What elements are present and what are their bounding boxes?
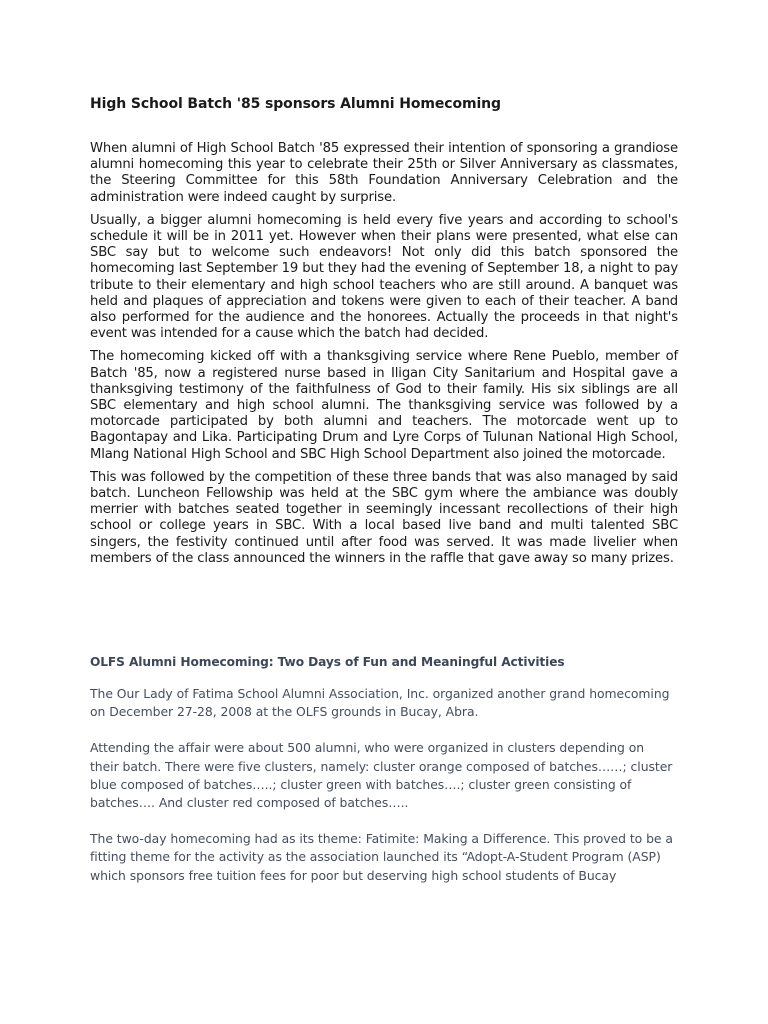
article-paragraph: The two-day homecoming had as its theme: Fatimite: Making a Difference. This proved to be a fitting theme for the activity as the association launched its “Adopt-A-Student Program (ASP) which sponsors free tuition fees for poor but deserving high school students of Bucay: [90, 831, 673, 883]
article-title: OLFS Alumni Homecoming: Two Days of Fun and Meaningful Activities: [90, 655, 565, 669]
article-paragraph: Usually, a bigger alumni homecoming is held every five years and according to school's schedule it will be in 2011 yet. However when their plans were presented, what else can SBC say but to welcome such endeavors! Not only did this batch sponsored the homecoming last September 19 but they had the evening of September 18, a night to pay tribute to their elementary and high school teachers who are still around. A banquet was held and plaques of appreciation and tokens were given to each of their teacher. A band also performed for the audience and the honorees. Actually the proceeds in that night's event was intended for a cause which the batch had decided.: [90, 212, 678, 342]
article-paragraph: The homecoming kicked off with a thanksgiving service where Rene Pueblo, member of Batch '85, now a registered nurse based in Iligan City Sanitarium and Hospital gave a thanksgiving testimony of the faithfulness of God to their family. His six siblings are all SBC elementary and high school alumni. The thanksgiving service was followed by a motorcade participated by both alumni and teachers. The motorcade went up to Bagontapay and Lika. Participating Drum and Lyre Corps of Tulunan National High School, Mlang National High School and SBC High School Department also joined the motorcade.: [90, 349, 678, 462]
article-sbc-homecoming: [90, 96, 678, 574]
article-paragraph: This was followed by the competition of these three bands that was also managed by said batch. Luncheon Fellowship was held at the SBC gym where the ambiance was doubly merrier with batches seated together in seemingly incessant recollections of their high school or college years in SBC. With a local based live band and multi talented SBC singers, the festivity continued until after food was served. It was made livelier when members of the class announced the winners in the raffle that gave away so many prizes.: [90, 469, 678, 566]
article-paragraph: When alumni of High School Batch '85 expressed their intention of sponsoring a grandiose alumni homecoming this year to celebrate their 25th or Silver Anniversary as classmates, the Steering Committee for this 58th Foundation Anniversary Celebration and the administration were indeed caught by surprise.: [90, 141, 678, 205]
article-paragraph: The Our Lady of Fatima School Alumni Association, Inc. organized another grand homecoming on December 27-28, 2008 at the OLFS grounds in Bucay, Abra.: [90, 686, 670, 720]
article-olfs-homecoming: [90, 655, 675, 903]
article-paragraph: Attending the affair were about 500 alumni, who were organized in clusters depending on their batch. There were five clusters, namely: cluster orange composed of batches……; cluster blue composed of batches…..; cluster green with batches….; cluster green consisting of batches…. And cluster red composed of batches…..: [90, 740, 673, 811]
article-title: High School Batch '85 sponsors Alumni Homecoming: [90, 96, 501, 112]
